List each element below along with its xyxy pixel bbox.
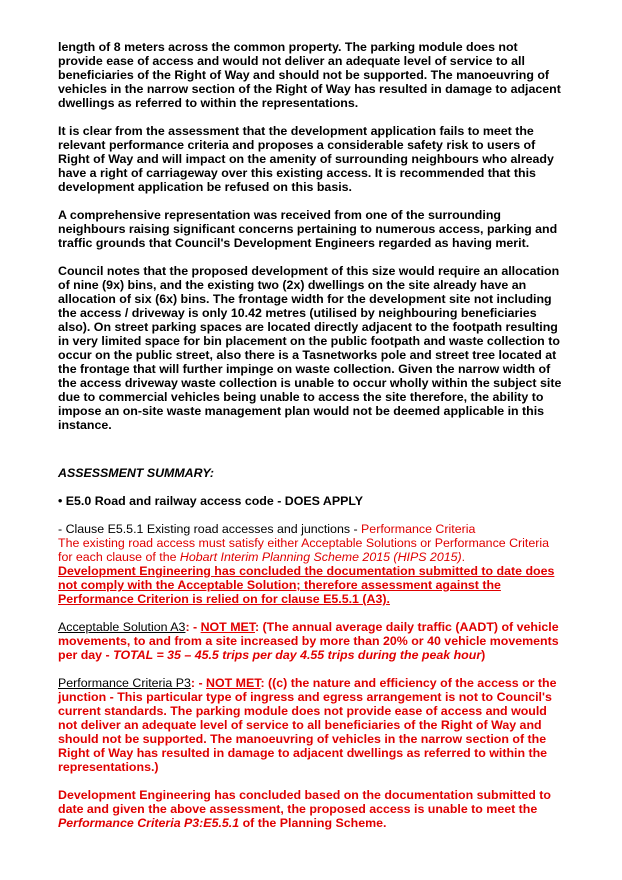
- clause-prefix: - Clause E5.5.1 Existing road accesses and junctions -: [58, 522, 362, 536]
- clause-criteria-label: Performance Criteria: [361, 522, 476, 536]
- p3-text: : ((c) the nature and efficiency of the access or the junction - This particular type of ingress and egress arrangement is not to Council's current standards. The parking module does not provide ease of access and would not deliver an adequate level of service to all beneficiaries of the Right of Way and should not be supported. The manoeuvring of vehicles in the narrow section of the Right of Way has resulted in damage to adjacent dwellings as referred to within the representations.): [58, 676, 557, 774]
- final-conclusion: [58, 788, 564, 830]
- final-criteria-ref: Performance Criteria P3:E5.5.1: [58, 816, 240, 830]
- final-text-a: Development Engineering has concluded based on the documentation submitted to date and given the above assessment, the proposed access is unable to meet the: [58, 788, 551, 816]
- assessment-summary-heading: ASSESSMENT SUMMARY:: [58, 466, 215, 480]
- a3-label: Acceptable Solution A3: [58, 620, 186, 634]
- p3-status: NOT MET: [206, 676, 261, 690]
- final-text-b: of the Planning Scheme.: [239, 816, 387, 830]
- scheme-name: Hobart Interim Planning Scheme 2015 (HIPS 2015): [179, 550, 462, 564]
- paragraph-waste-collection: Council notes that the proposed development of this size would require an allocation of nine (9x) bins, and the existing two (2x) dwellings on the site already have an allocation of six (6x) bins. The frontage width for the development site not including the access / driveway is only 10.42 metres (utilised by neighbouring beneficiaries also). On street parking spaces are located directly adjacent to the footpath resulting in very limited space for bin placement on the public footpath and waste collection to occur on the public street, also there is a Tasnetworks pole and street tree located at the frontage that will further impinge on waste collection. Given the narrow width of the access driveway waste collection is unable to occur wholly within the subject site due to commercial vehicles being unable to access the site therefore, the ability to impose an on-site waste management plan would not be deemed applicable in this instance.: [58, 264, 562, 432]
- p3-separator: : -: [190, 676, 207, 690]
- a3-text-end: ): [481, 648, 486, 662]
- a3-total: TOTAL = 35 – 45.5 trips per day 4.55 trips during the peak hour: [113, 648, 482, 662]
- clause-requirement: [58, 536, 564, 564]
- paragraph-assessment-conclusion: It is clear from the assessment that the development application fails to meet the relevant performance criteria and proposes a considerable safety risk to users of Right of Way and will impact on the amenity of surrounding neighbours who already have a right of carriageway over this existing access. It is recommended that this development application be refused on this basis.: [58, 124, 554, 194]
- code-applies-line: • E5.0 Road and railway access code - DOES APPLY: [58, 494, 364, 508]
- document-page: [58, 40, 564, 830]
- clause-heading: [58, 522, 564, 536]
- a3-separator: : -: [185, 620, 201, 634]
- a3-status: NOT MET: [200, 620, 255, 634]
- clause-conclusion: Development Engineering has concluded the documentation submitted to date does not comply with the Acceptable Solution; therefore assessment against the Performance Criterion is relied on for clause E5.5.1 (A3).: [58, 564, 555, 606]
- paragraph-parking-module: length of 8 meters across the common property. The parking module does not provide ease of access and would not deliver an adequate level of service to all beneficiaries of the Right of Way and should not be supported. The manoeuvring of vehicles in the narrow section of the Right of Way has resulted in damage to adjacent dwellings as referred to within the representations.: [58, 40, 561, 110]
- performance-criteria-p3: [58, 676, 564, 774]
- clause-requirement-text: The existing road access must satisfy either Acceptable Solutions or Performance Criteria for each clause of the: [58, 536, 550, 564]
- paragraph-representation: A comprehensive representation was received from one of the surrounding neighbours raising significant concerns pertaining to numerous access, parking and traffic grounds that Council's Development Engineers regarded as having merit.: [58, 208, 558, 250]
- a3-text: : (The annual average daily traffic (AADT) of vehicle movements, to and from a site increased by more than 20% or 40 vehicle movements per day -: [58, 620, 559, 662]
- acceptable-solution-a3: [58, 620, 564, 662]
- p3-label: Performance Criteria P3: [58, 676, 191, 690]
- clause-requirement-end: .: [461, 550, 466, 564]
